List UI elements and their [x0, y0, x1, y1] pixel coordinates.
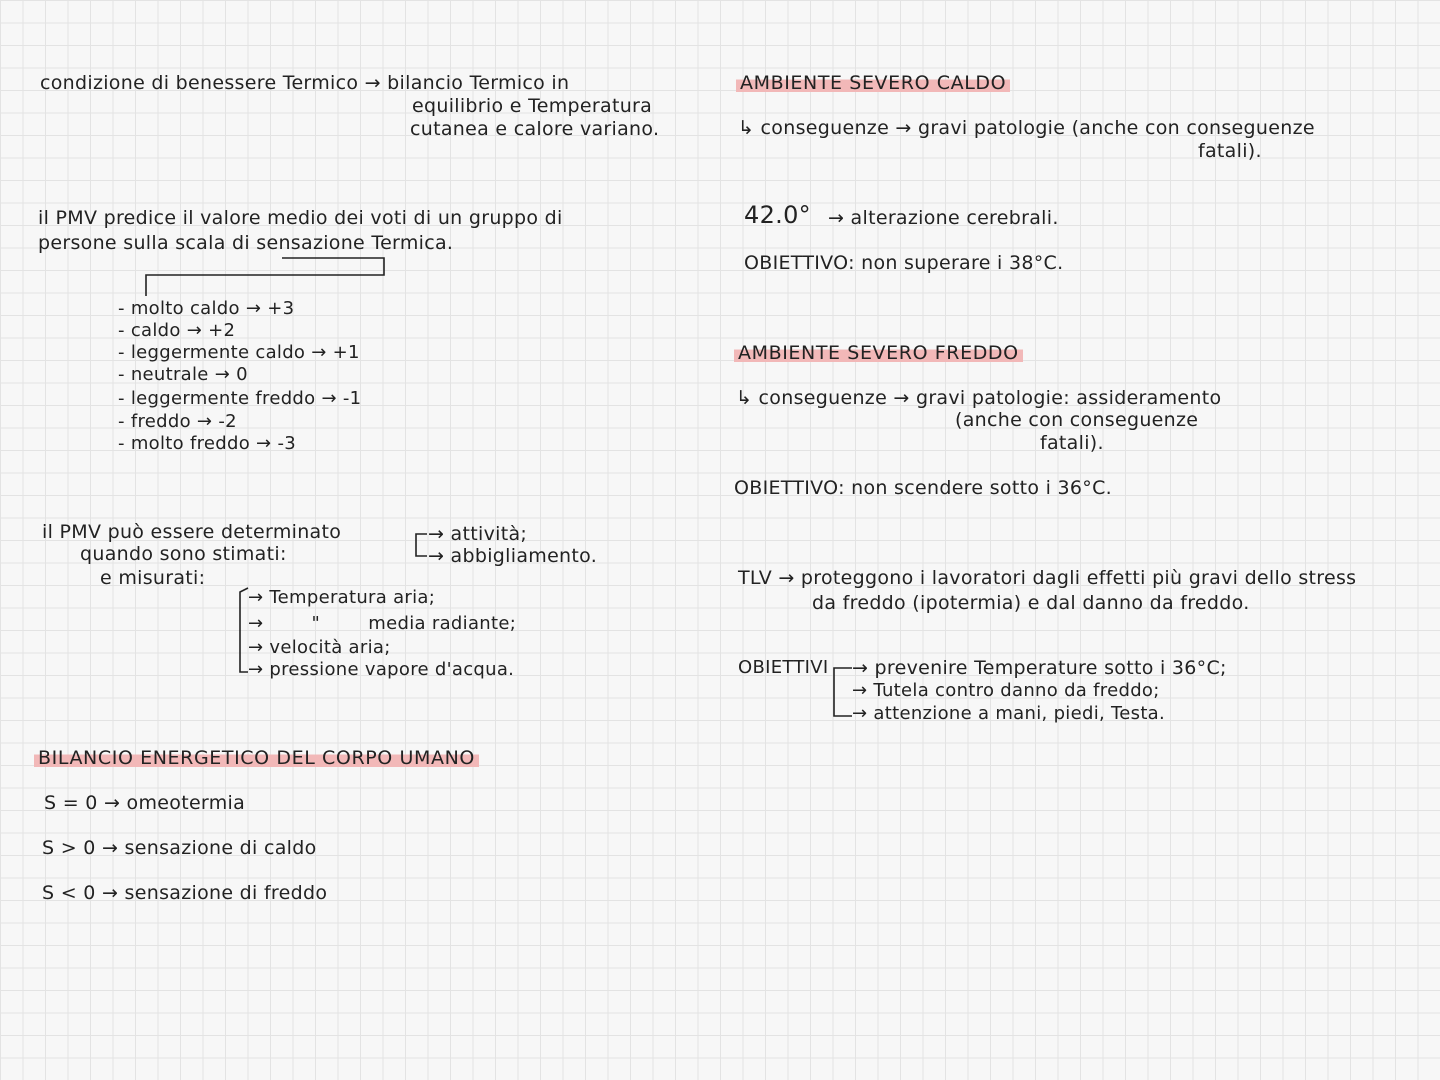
pmv-intro-line2: persone sulla scala di sensazione Termica. [38, 232, 454, 254]
freddo-cons2: (anche con conseguenze [955, 409, 1199, 431]
freddo-cons1: ↳ conseguenze → gravi patologie: assideramento [736, 387, 1222, 409]
obiettivi-item: → Tutela contro danno da freddo; [852, 680, 1160, 701]
caldo-temp: 42.0° [744, 201, 811, 229]
scale-item: - caldo → +2 [118, 320, 236, 341]
bilancio-item: S = 0 → omeotermia [44, 792, 246, 814]
misurati-item: → velocità aria; [248, 637, 391, 658]
bilancio-item: S < 0 → sensazione di freddo [42, 882, 328, 904]
freddo-obiettivo: OBIETTIVO: non scendere sotto i 36°C. [734, 477, 1112, 499]
pmv-determ-line3: e misurati: [100, 567, 206, 589]
scale-item: - leggermente freddo → -1 [118, 388, 362, 409]
caldo-cons2: fatali). [1198, 140, 1262, 162]
tlv-line2: da freddo (ipotermia) e dal danno da freddo. [812, 592, 1250, 614]
benessere-cont2: cutanea e calore variano. [410, 118, 660, 140]
bilancio-title: BILANCIO ENERGETICO DEL CORPO UMANO [34, 747, 479, 769]
benessere-cont1: equilibrio e Temperatura [412, 95, 653, 117]
scale-item: - leggermente caldo → +1 [118, 342, 360, 363]
tlv-line1: TLV → proteggono i lavoratori dagli effetti più gravi dello stress [738, 567, 1357, 589]
scale-item: - molto caldo → +3 [118, 298, 295, 319]
scale-item: - freddo → -2 [118, 411, 237, 432]
caldo-cons1: ↳ conseguenze → gravi patologie (anche con conseguenze [738, 117, 1315, 139]
freddo-cons3: fatali). [1040, 432, 1104, 454]
pmv-determ-line2: quando sono stimati: [80, 543, 287, 565]
obiettivi-item: → attenzione a mani, piedi, Testa. [852, 703, 1166, 724]
misurati-item: → " media radiante; [248, 613, 517, 634]
caldo-title: AMBIENTE SEVERO CALDO [736, 72, 1010, 94]
scale-item: - neutrale → 0 [118, 364, 248, 385]
caldo-obiettivo: OBIETTIVO: non superare i 38°C. [744, 252, 1064, 274]
pmv-scale-bracket [146, 258, 384, 296]
pmv-determ-line1: il PMV può essere determinato [42, 521, 342, 543]
misurati-item: → Temperatura aria; [248, 587, 436, 608]
stimati-bracket [416, 534, 427, 556]
pmv-intro-line1: il PMV predice il valore medio dei voti di un gruppo di [38, 207, 563, 229]
stimati-item: → attività; [428, 523, 528, 545]
caldo-temp-text: → alterazione cerebrali. [828, 207, 1059, 229]
freddo-title: AMBIENTE SEVERO FREDDO [734, 342, 1023, 364]
benessere-main: condizione di benessere Termico → bilancio Termico in [40, 72, 570, 94]
misurati-item: → pressione vapore d'acqua. [248, 659, 515, 680]
bilancio-item: S > 0 → sensazione di caldo [42, 837, 317, 859]
stimati-item: → abbigliamento. [428, 545, 598, 567]
misurati-bracket [240, 588, 248, 672]
obiettivi-bracket [834, 668, 852, 716]
scale-item: - molto freddo → -3 [118, 433, 297, 454]
obiettivi-item: → prevenire Temperature sotto i 36°C; [852, 657, 1227, 679]
obiettivi-label: OBIETTIVI [738, 657, 829, 678]
